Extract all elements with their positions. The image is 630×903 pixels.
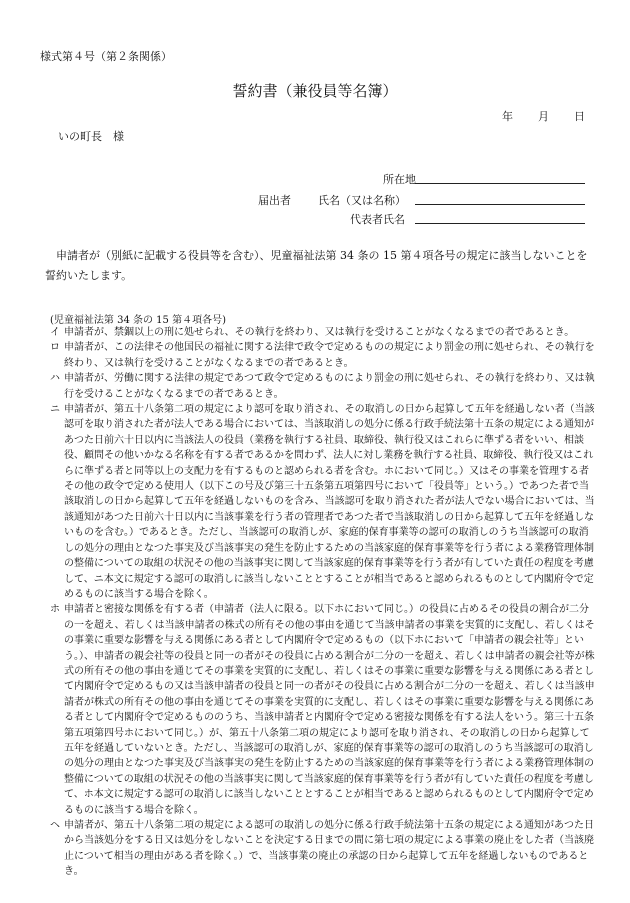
date-month: 月 bbox=[538, 110, 549, 123]
item-mark: ロ bbox=[50, 342, 60, 354]
item-mark: ハ bbox=[50, 373, 60, 385]
date-day: 日 bbox=[574, 110, 585, 123]
representative-input-line[interactable] bbox=[415, 223, 585, 224]
address-input-line[interactable] bbox=[415, 183, 585, 184]
item-text: 申請者が、この法律その他国民の福祉に関する法律で政令で定めるものの規定により罰金の刑に処せられ、その執行を終わり、又は執行を受けることがなくなるまでの者であるとき。 bbox=[64, 342, 595, 369]
address-label: 所在地 bbox=[383, 173, 416, 186]
law-heading: (児童福祉法第 34 条の 15 第４項各号) bbox=[50, 315, 226, 326]
list-item bbox=[50, 325, 598, 340]
item-text: 申請者と密接な関係を有する者（申請者（法人に限る。以下ホにおいて同じ。）の役員に占めるその役員の割合が二分の一を超え、若しくは当該申請者の株式の所有その他の事由を通じて当該申請者の事業を実質的に支配し、若しくはその事業に重要な影響を与える関係にある者として内閣府令で定めるもの（以下ホにおいて「申請者の親会社等」という。）、申請者の親会社等の役員と同一の者がその役員に占める割合が二分の一を超え、若しくは申請者の親会社等が株式の所有その他の事由を通じてその事業を実質的に支配し、若しくはその事業に重要な影響を与える関係にある者として内閣府令で定めるもの又は当該申請者の役員と同一の者がその役員に占める割合が二分の一を超え、若しくは当該申請者が株式の所有その他の事由を通じてその事業を実質的に支配し、若しくはその事業に重要な影響を与える関係にある者として内閣府令で定めるもののうち、当該申請者と内閣府令で定める密接な関係を有する法人をいう。第三十五条第五項第四号ホにおいて同じ。）が、第五十八条第二項の規定により認可を取り消され、その取消しの日から起算して五年を経過していないとき。ただし、当該認可の取消しが、家庭的保育事業等の認可の取消しのうち当該認可の取消しの処分の理由となつた事実及び当該事実の発生を防止するための当該家庭的保育事業等を行う者による業務管理体制の整備についての取組の状況その他の当該事実に関して当該家庭的保育事業等を行う者が有していた責任の程度を考慮して、ホ本文に規定する認可の取消しに該当しないこととすることが相当であると認められるものとして内閣府令で定めるものに該当する場合を除く。 bbox=[64, 604, 595, 816]
representative-label: 代表者氏名 bbox=[350, 213, 405, 226]
list-item bbox=[50, 818, 598, 880]
item-text: 申請者が、労働に関する法律の規定であつて政令で定めるものにより罰金の刑に処せられ、その執行を終わり、又は執行を受けることがなくなるまでの者であるとき。 bbox=[64, 373, 595, 400]
disqualification-items bbox=[50, 325, 598, 880]
item-mark: ホ bbox=[50, 604, 60, 616]
item-mark: ヘ bbox=[50, 820, 60, 831]
date-year: 年 bbox=[502, 110, 513, 123]
pledge-statement: 申請者が（別紙に記載する役員等を含む）、児童福祉法第 34 条の 15 第４項各号の規定に該当しないことを誓約いたします。 bbox=[45, 249, 588, 282]
list-item bbox=[50, 602, 598, 818]
form-number: 様式第４号（第２条関係） bbox=[40, 50, 172, 63]
item-mark: イ bbox=[50, 327, 60, 338]
document-title: 誓約書（兼役員等名簿） bbox=[232, 82, 398, 100]
item-mark: ニ bbox=[50, 404, 60, 416]
item-text: 申請者が、禁錮以上の刑に処せられ、その執行を終わり、又は執行を受けることがなくなるまでの者であるとき。 bbox=[64, 327, 575, 338]
filer-label: 届出者 bbox=[258, 194, 291, 207]
item-text: 申請者が、第五十八条第二項の規定により認可を取り消され、その取消しの日から起算して五年を経過しない者（当該認可を取り消された者が法人である場合においては、当該取消しの処分に係る行政手続法第十五条の規定による通知があつた日前六十日以内に当該法人の役員（業務を執行する社員、取締役、執行役又はこれらに準ずる者をいい、相談役、顧問その他いかなる名称を有する者であるかを問わず、法人に対し業務を執行する社員、取締役、執行役又はこれらに準ずる者と同等以上の支配力を有するものと認められる者を含む。ホにおいて同じ。）又はその事業を管理する者その他の政令で定める使用人（以下この号及び第三十五条第五項第四号において「役員等」という。）であつた者で当該取消しの日から起算して五年を経過しないものを含み、当該認可を取り消された者が法人でない場合においては、当該通知があつた日前六十日以内に当該事業を行う者の管理者であつた者で当該取消しの日から起算して五年を経過しないものを含む。）であるとき。ただし、当該認可の取消しが、家庭的保育事業等の認可の取消しのうち当該認可の取消しの処分の理由となつた事実及び当該事実の発生を防止するための当該家庭的保育事業等を行う者による業務管理体制の整備についての取組の状況その他の当該事実に関して当該家庭的保育事業等を行う者が有していた責任の程度を考慮して、ニ本文に規定する認可の取消しに該当しないこととすることが相当であると認められるものとして内閣府令で定めるものに該当する場合を除く。 bbox=[64, 404, 595, 600]
addressee: いの町長 様 bbox=[58, 130, 124, 143]
name-input-line[interactable] bbox=[415, 204, 585, 205]
name-label: 氏名（又は名称） bbox=[318, 194, 406, 207]
list-item bbox=[50, 402, 598, 602]
list-item bbox=[50, 371, 598, 402]
list-item bbox=[50, 340, 598, 371]
item-text: 申請者が、第五十八条第二項の規定による認可の取消しの処分に係る行政手続法第十五条の規定による通知があつた日から当該処分をする日又は処分をしないことを決定する日までの間に第七項の規定による事業の廃止をした者（当該廃止について相当の理由がある者を除く。）で、当該事業の廃止の承認の日から起算して五年を経過しないものであるとき。 bbox=[64, 820, 594, 878]
